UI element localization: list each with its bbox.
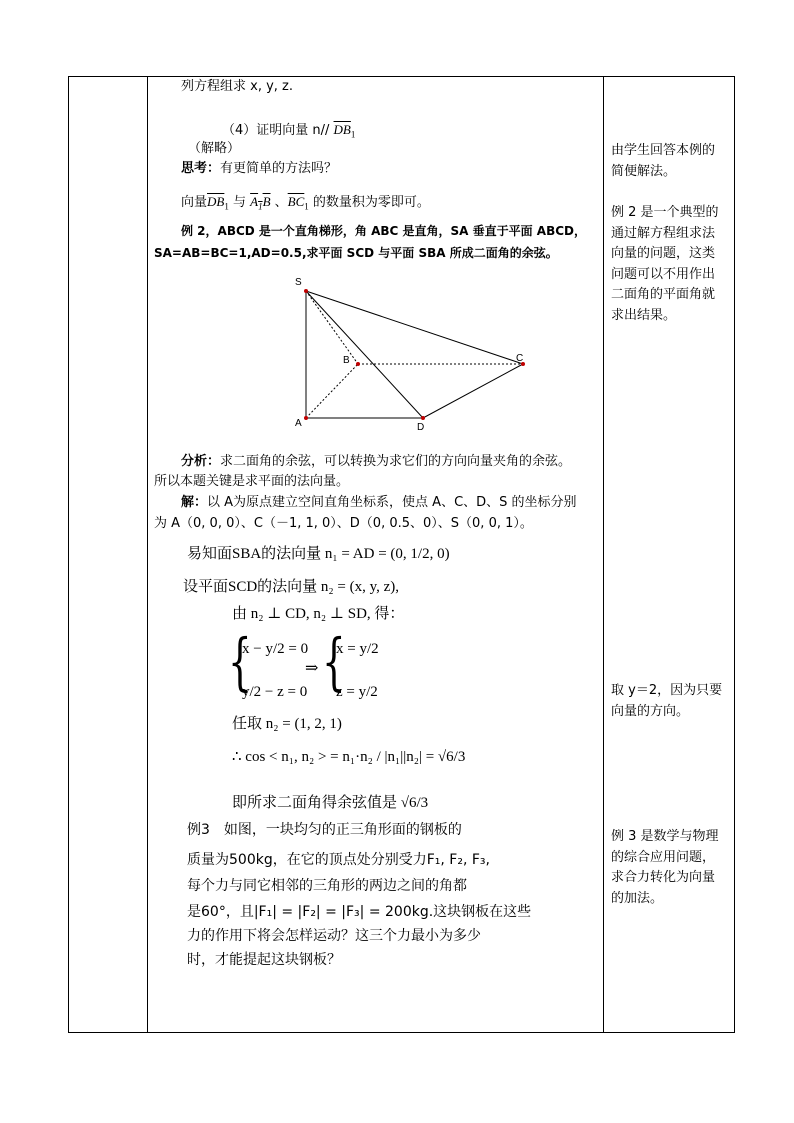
note-simple-method: 由学生回答本例的 简便解法。 [611, 143, 716, 179]
chosen-normal: 任取 n₂ = (1, 2, 1) [232, 716, 342, 732]
example-3-line-2: 质量为500kg，在它的顶点处分别受力F₁, F₂, F₃, [187, 852, 490, 868]
edge-ab [306, 364, 358, 418]
note-example-3: 例 3 是数学与物理 的综合应用问题， 求合力转化为向量 的加法。 [611, 829, 719, 906]
label-b: B [343, 355, 350, 366]
note-take-y: 取 y＝2，因为只要 向量的方向。 [611, 683, 723, 719]
equation-line: 列方程组求 x, y, z. [181, 79, 294, 94]
solution-omitted: （解略） [188, 141, 241, 156]
point-s [304, 289, 308, 293]
analysis-line-2: 所以本题关键是求平面的法向量。 [154, 474, 350, 489]
system-right-eq-2: z = y/2 [336, 684, 378, 700]
example-3-line-4: 是60°，且|F₁| = |F₂| = |F₃| = 200kg.这块钢板在这些 [187, 904, 532, 920]
edge-sd [306, 291, 423, 418]
solution-line-2: 为 A（0, 0, 0）、C（－1, 1, 0）、D（0, 0.5、0）、S（0, 0, 1）。 [154, 516, 533, 531]
dot-product-hint: 向量$\overline{DB}_1$ 与 $A_1B$ 、$\overline{BC}_1$ 的数量积为零即可。 [181, 194, 430, 212]
system-right-eq-1: x = y/2 [336, 641, 379, 657]
normal-vector-scd: 设平面SCD的法向量 n₂ = (x, y, z), [183, 579, 400, 595]
point-b [356, 362, 360, 366]
example-3-line-1: 例3 如图，一块均匀的正三角形面的钢板的 [187, 822, 462, 838]
implies-arrow: ⇒ [305, 660, 319, 677]
column-divider-left [147, 76, 148, 1033]
label-s: S [295, 277, 302, 288]
think-question: 思考：有更简单的方法吗？ [181, 161, 338, 176]
point-d [421, 416, 425, 420]
final-answer: 即所求二面角得余弦值是 √6/3 [232, 795, 429, 811]
label-c: C [516, 353, 524, 364]
note-example-2: 例 2 是一个典型的 通过解方程组求法 向量的问题，这类 问题可以不用作出 二面角的平面角就 求出结果。 [611, 205, 719, 323]
column-divider-right [603, 76, 604, 1033]
edge-sb [306, 291, 358, 364]
pyramid-figure [285, 270, 545, 435]
system-left-eq-1: x − y/2 = 0 [242, 641, 309, 657]
label-d: D [417, 422, 425, 433]
right-brace: { [322, 625, 346, 698]
left-brace: { [228, 625, 252, 698]
perpendicular-condition: 由 n₂ ⊥ CD, n₂ ⊥ SD, 得： [232, 606, 405, 622]
analysis-line-1: 分析：求二面角的余弦，可以转换为求它们的方向向量夹角的余弦。 [181, 454, 572, 469]
example-2-line-1: 例 2，ABCD 是一个直角梯形，角 ABC 是直角，SA 垂直于平面 ABCD， [181, 224, 586, 238]
step-4: （4）证明向量 n// $\overline{DB}_1$ [222, 122, 356, 140]
edge-sc [306, 291, 523, 364]
example-3-line-3: 每个力与同它相邻的三角形的两边之间的角都 [187, 878, 467, 894]
point-a [304, 416, 308, 420]
example-3-line-6: 时，才能提起这块钢板？ [187, 952, 341, 968]
edge-dc [423, 364, 523, 418]
label-a: A [295, 418, 302, 429]
example-3-line-5: 力的作用下将会怎样运动？这三个力最小为多少 [187, 928, 481, 944]
example-2-line-2: SA=AB=BC=1,AD=0.5,求平面 SCD 与平面 SBA 所成二面角的余弦。 [154, 246, 558, 260]
solution-line-1: 解：以 A为原点建立空间直角坐标系，使点 A、C、D、S 的坐标分别 [181, 495, 577, 510]
system-left-eq-2: y/2 − z = 0 [242, 684, 308, 700]
cosine-formula: ∴ cos < n₁, n₂ > = n₁·n₂ / |n₁||n₂| = √6/3 [232, 749, 466, 765]
normal-vector-sba: 易知面SBA的法向量 n₁ = AD = (0, 1/2, 0) [187, 546, 450, 562]
